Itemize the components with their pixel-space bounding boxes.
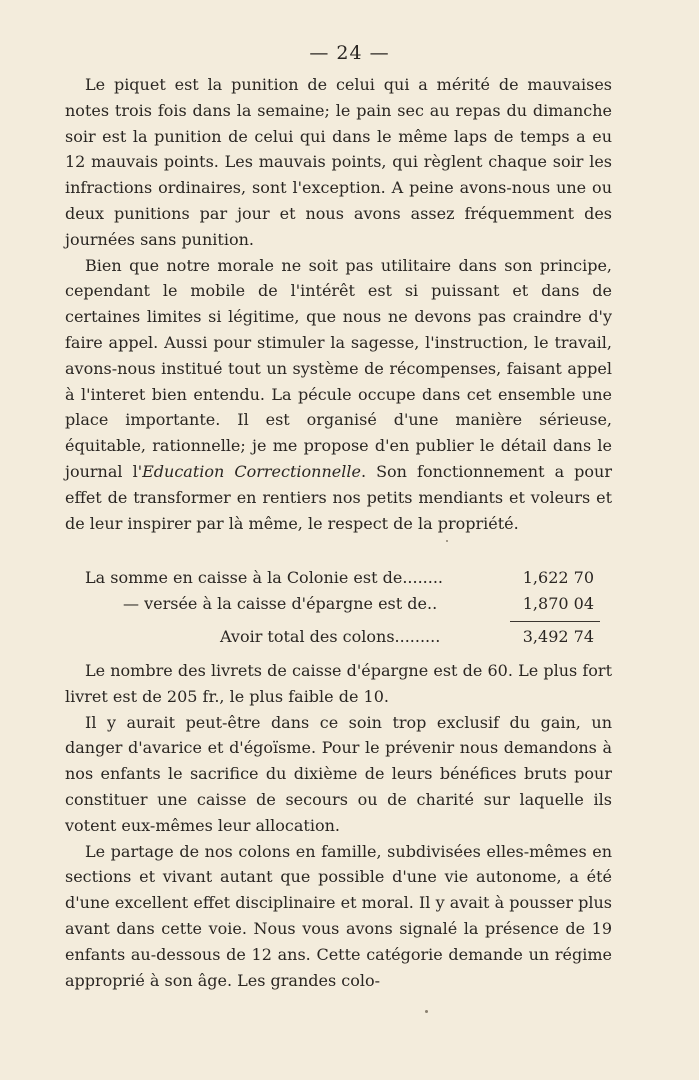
paragraph-families: Le partage de nos colons en famille, subdivisées elles-mêmes en sections et vivant autant que possible d'une vie autonome, a été d'une excellent effet disciplinaire et moral. Il y avait à pousser plus avant dans cette voie. Nous vous avons signalé la présence de 19 enfants au-dessous de 12 ans. Cette catégorie demande un régime approprié à son âge. Les grandes colo- <box>65 841 612 990</box>
journal-title: Education Correctionnelle <box>142 461 361 481</box>
paragraph-savings-books: Le nombre des livrets de caisse d'épargne est de 60. Le plus fort livret est de 205 fr., le plus faible de 10. <box>65 661 612 706</box>
paragraph-rewards <box>65 253 612 537</box>
paper-speck <box>425 1010 428 1013</box>
paragraph-rewards-part2: . Son fonctionnement a pour effet de transformer en rentiers nos petits mendiants et voleurs et de leur inspirer par là même, le respect de la propriété. <box>65 461 613 533</box>
ledger-row-total <box>65 624 612 650</box>
ledger-amount: 1,622 70 <box>522 568 594 587</box>
text-block-bottom <box>65 658 612 993</box>
text-block-top <box>65 72 612 536</box>
ledger <box>65 565 612 650</box>
ledger-label: — versée à la caisse d'épargne est de.. <box>123 594 438 613</box>
ledger-amount: 3,492 74 <box>522 627 594 646</box>
paper-speck <box>446 540 448 542</box>
ledger-amount: 1,870 04 <box>522 594 594 613</box>
paragraph-rewards-part1: Bien que notre morale ne soit pas utilitaire dans son principe, cependant le mobile de l'intérêt est si puissant et dans de certaines limites si légitime, que nous ne devons pas craindre d'y faire appel. Aussi pour stimuler la sagesse, l'instruction, le travail, avons-nous institué tout un système de récompenses, faisant appel à l'interet bien entendu. La pécule occupe dans cet ensemble une place importante. Il est organisé d'une manière sérieuse, équitable, rationnelle; je me propose d'en publier le détail dans le journal l' <box>65 255 612 481</box>
ledger-label: La somme en caisse à la Colonie est de........ <box>85 568 444 587</box>
paragraph-charity: Il y aurait peut-être dans ce soin trop exclusif du gain, un danger d'avarice et d'égoïsme. Pour le prévenir nous demandons à nos enfants le sacrifice du dixième de leurs bénéfices bruts pour constituer une caisse de secours ou de charité sur laquelle ils votent eux-mêmes leur allocation. <box>65 712 612 835</box>
total-rule <box>510 621 600 622</box>
paragraph-punishments: Le piquet est la punition de celui qui a mérité de mauvaises notes trois fois dans la semaine; le pain sec au repas du dimanche soir est la punition de celui qui dans le même laps de temps a eu 12 mauvais points. Les mauvais points, qui règlent chaque soir les infractions ordinaires, sont l'exception. A peine avons-nous une ou deux punitions par jour et nous avons assez fréquemment des journées sans punition. <box>65 75 612 249</box>
ledger-label: Avoir total des colons......... <box>220 627 441 646</box>
page-number: — 24 — <box>309 42 390 64</box>
ledger-row <box>65 565 612 591</box>
ledger-row <box>65 591 612 617</box>
